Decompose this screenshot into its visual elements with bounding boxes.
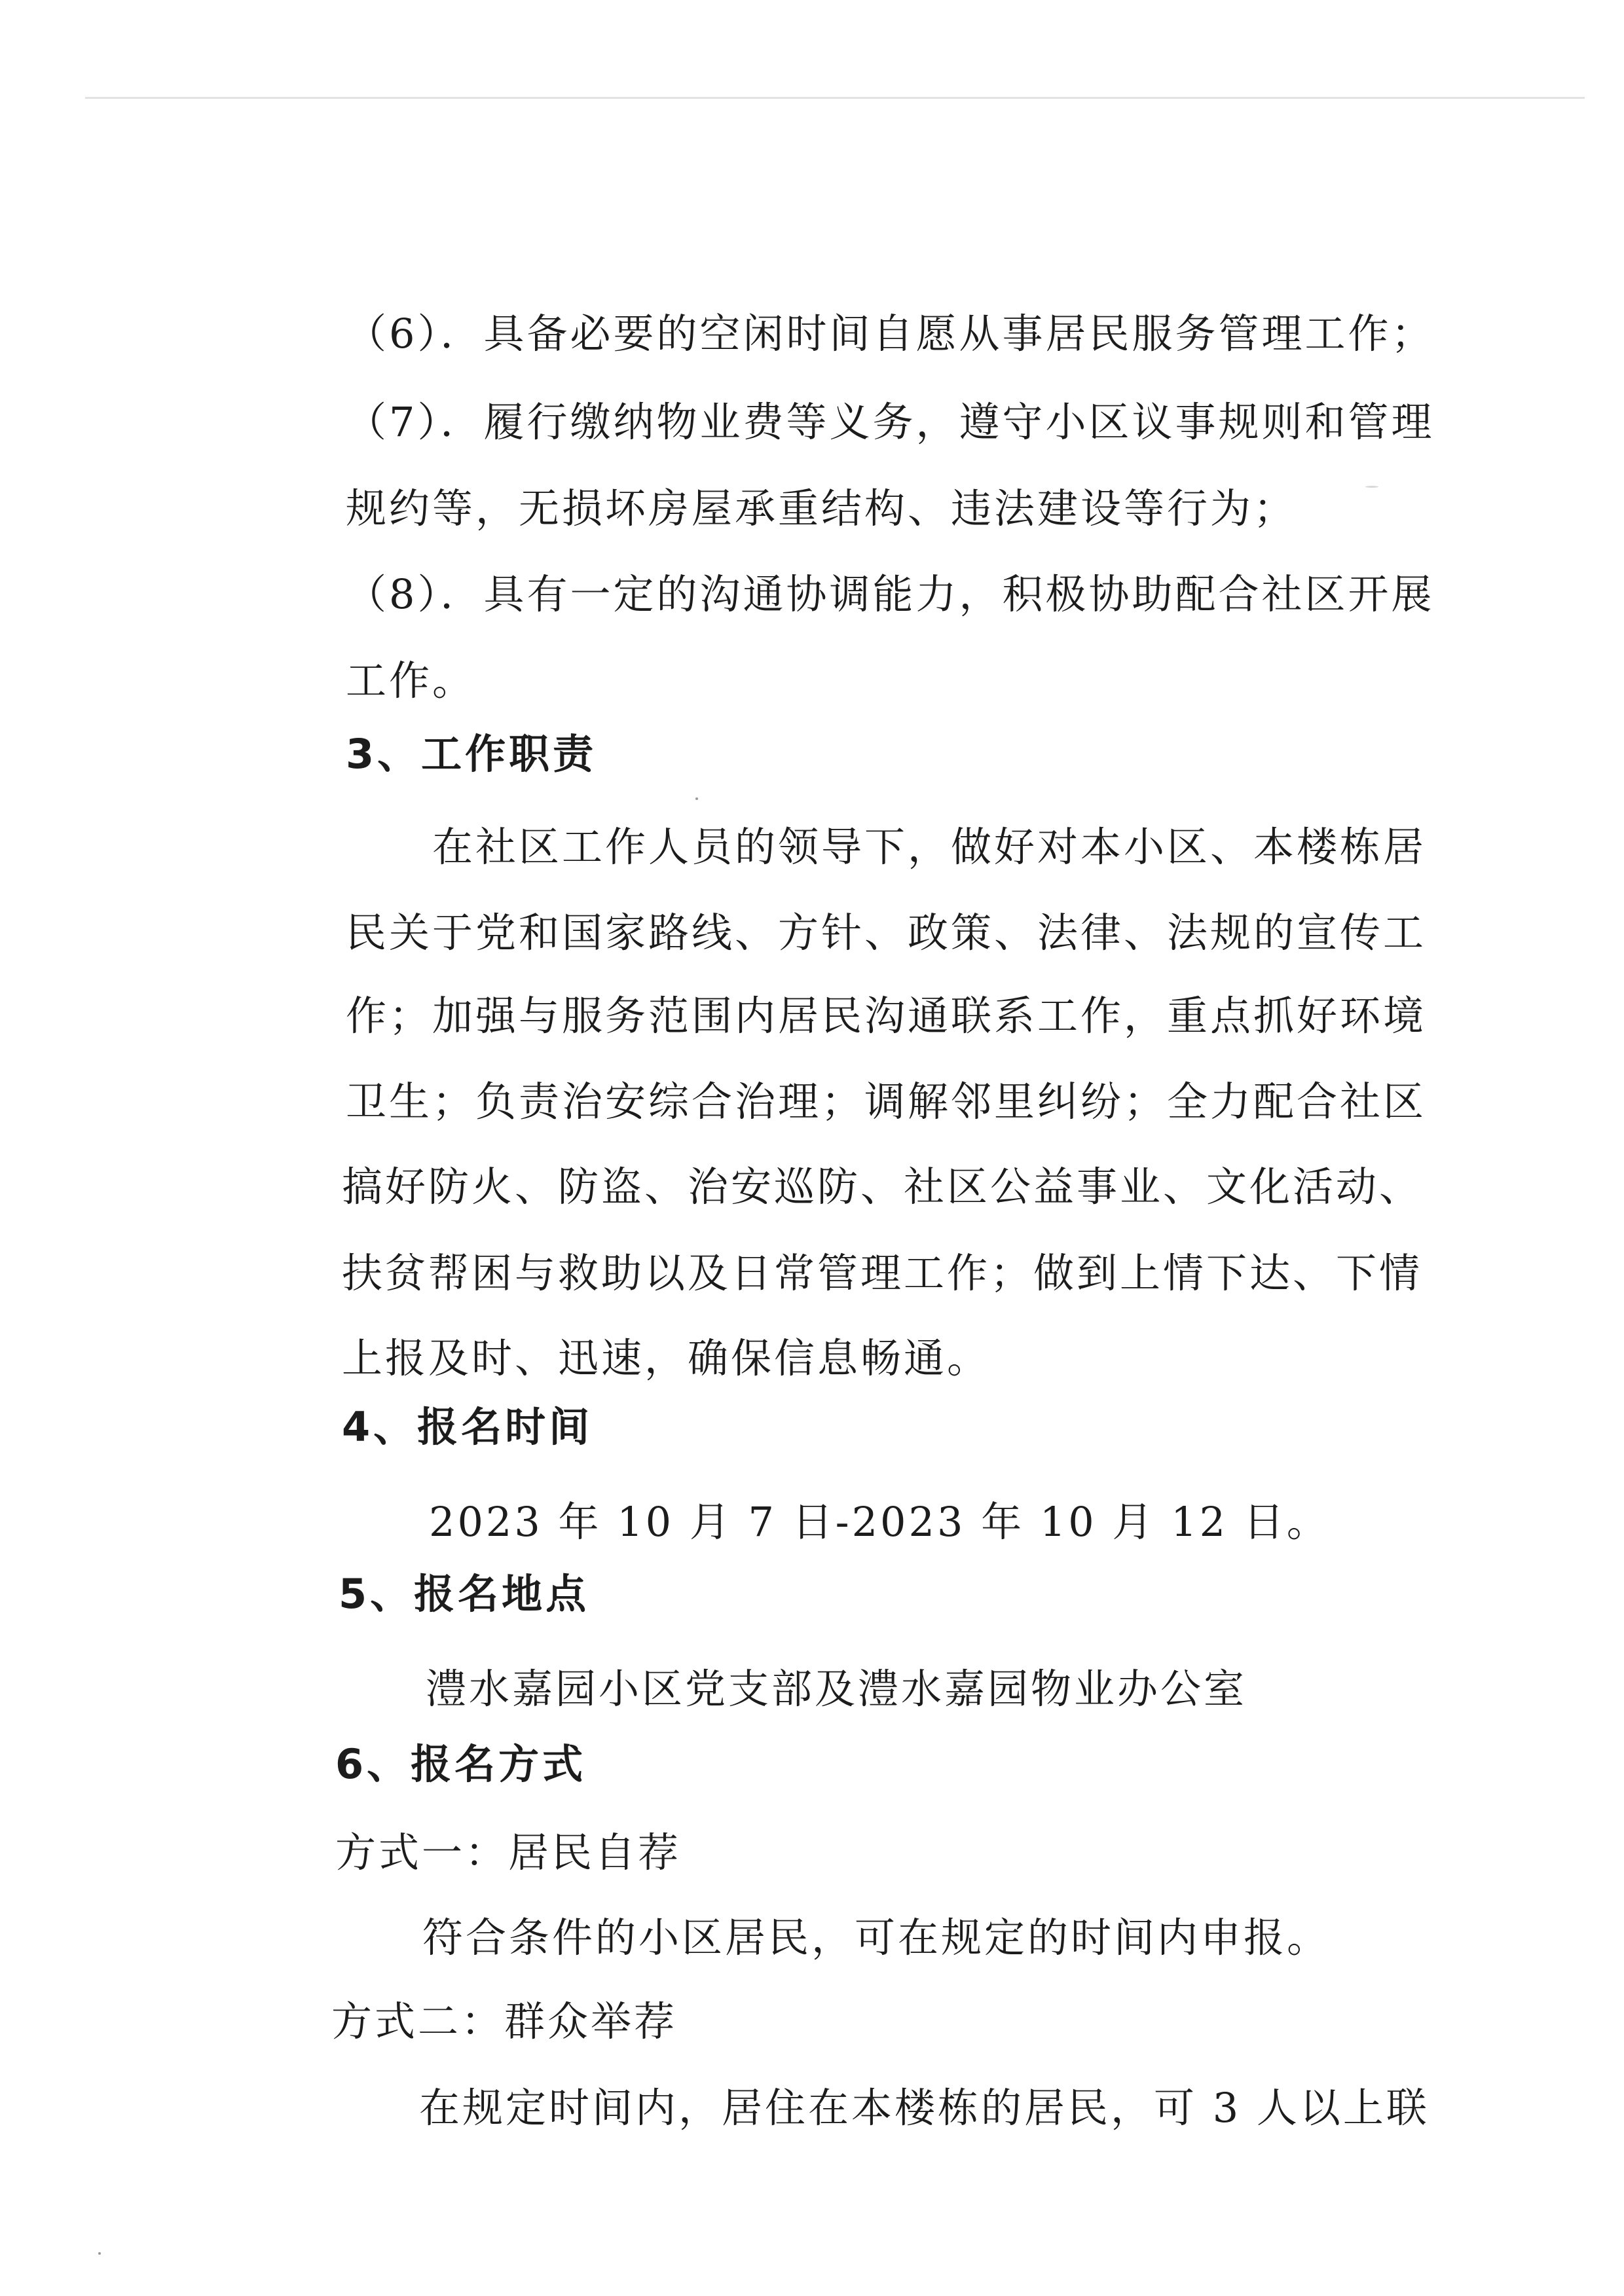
item-8-line-2: 工作。 bbox=[346, 657, 476, 704]
item-7-line-2: 规约等，无损坏房屋承重结构、违法建设等行为； bbox=[346, 484, 1297, 532]
section-4-heading: 4、报名时间 bbox=[342, 1403, 593, 1451]
section-3-line-3: 作；加强与服务范围内居民沟通联系工作，重点抓好环境 bbox=[346, 992, 1427, 1040]
section-3-line-4: 卫生；负责治安综合治理；调解邻里纠纷；全力配合社区 bbox=[346, 1078, 1427, 1125]
section-3-line-7: 上报及时、迅速，确保信息畅通。 bbox=[342, 1334, 991, 1382]
section-3-line-6: 扶贫帮困与救助以及日常管理工作；做到上情下达、下情 bbox=[342, 1249, 1423, 1297]
method-2-title: 方式二：群众举荐 bbox=[331, 1997, 678, 2045]
section-5-heading: 5、报名地点 bbox=[339, 1570, 590, 1618]
section-3-heading: 3、工作职责 bbox=[346, 730, 597, 778]
method-2-text: 在规定时间内，居住在本楼栋的居民，可 3 人以上联 bbox=[419, 2084, 1430, 2132]
item-6: （6）．具备必要的空闲时间自愿从事居民服务管理工作； bbox=[346, 310, 1435, 357]
scan-edge-line bbox=[85, 97, 1585, 99]
scan-speck bbox=[98, 2252, 101, 2255]
section-3-line-2: 民关于党和国家路线、方针、政策、法律、法规的宣传工 bbox=[346, 909, 1427, 957]
scan-speck bbox=[1365, 486, 1378, 488]
method-1-title: 方式一：居民自荐 bbox=[335, 1829, 682, 1876]
scan-speck bbox=[695, 797, 698, 800]
section-3-line-1: 在社区工作人员的领导下，做好对本小区、本楼栋居 bbox=[432, 823, 1427, 871]
item-8-line-1: （8）．具有一定的沟通协调能力，积极协助配合社区开展 bbox=[346, 570, 1435, 618]
section-5-text: 澧水嘉园小区党支部及澧水嘉园物业办公室 bbox=[426, 1665, 1247, 1713]
section-4-text: 2023 年 10 月 7 日-2023 年 10 月 12 日。 bbox=[429, 1498, 1330, 1546]
section-3-line-5: 搞好防火、防盗、治安巡防、社区公益事业、文化活动、 bbox=[342, 1163, 1423, 1211]
section-6-heading: 6、报名方式 bbox=[335, 1740, 587, 1788]
method-1-text: 符合条件的小区居民，可在规定的时间内申报。 bbox=[422, 1914, 1331, 1961]
item-7-line-1: （7）．履行缴纳物业费等义务，遵守小区议事规则和管理 bbox=[346, 398, 1435, 446]
